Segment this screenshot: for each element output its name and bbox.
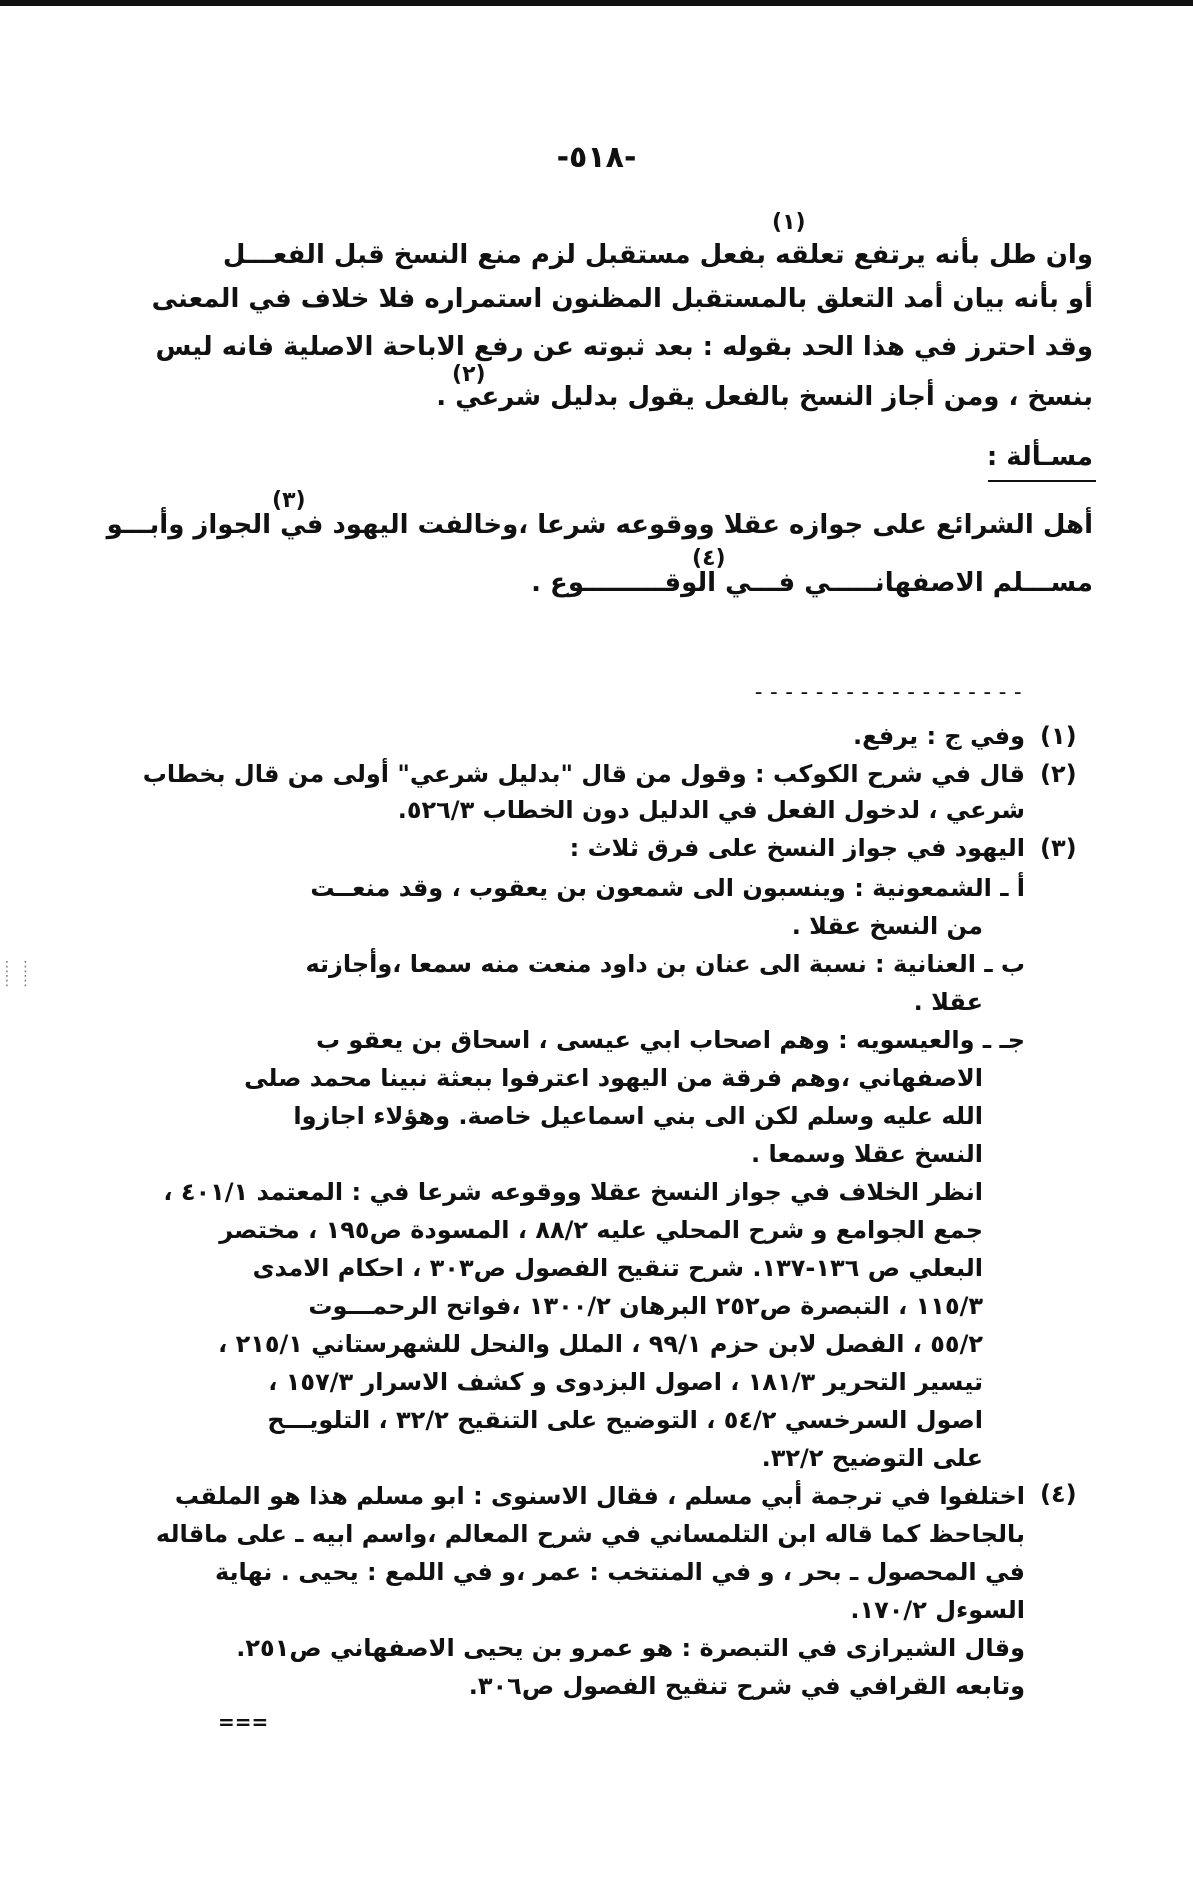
end-mark: ===	[218, 1710, 269, 1734]
footnote-3-line-9: النسخ عقلا وسمعا .	[751, 1140, 983, 1168]
footnote-3-line-5: عقلا .	[913, 988, 983, 1016]
footnote-2-line-1: قال في شرح الكوكب : وقول من قال "بدليل شرعي" أولى من قال بخطاب	[142, 760, 1025, 788]
footnote-3-line-1: اليهود في جواز النسخ على فرق ثلاث :	[569, 834, 1025, 862]
margin-specks: ⋮ ⋮ ⋮ ⋮	[0, 959, 33, 989]
footnote-4-line-2: بالجاحظ كما قاله ابن التلمساني في شرح المعالم ،واسم ابيه ـ على ماقاله	[155, 1520, 1025, 1548]
superscript-4: (٤)	[692, 546, 726, 571]
footnote-3-line-2: أ ـ الشمعونية : وينسبون الى شمعون بن يعقوب ، وقد منعــت	[310, 874, 1025, 902]
footnote-3-line-8: الله عليه وسلم لكن الى بني اسماعيل خاصة. وهؤلاء اجازوا	[293, 1102, 983, 1130]
footnote-3-line-10: انظر الخلاف في جواز النسخ عقلا ووقوعه شرعا في : المعتمد ٤٠١/١ ،	[163, 1178, 983, 1206]
main-line-4: بنسخ ، ومن أجاز النسخ بالفعل يقول بدليل شرعي .	[436, 382, 1093, 412]
issue-line-2: مســـلم الاصفهانـــــي فـــي الوقـــــــــوع .	[531, 568, 1093, 598]
footnote-3-line-14: ٥٥/٢ ، الفصل لابن حزم ٩٩/١ ، الملل والنحل للشهرستاني ٢١٥/١ ،	[218, 1330, 983, 1358]
main-line-1: وان طل بأنه يرتفع تعلقه بفعل مستقبل لزم منع النسخ قبل الفعـــل	[222, 240, 1093, 270]
page-number: -٥١٨-	[556, 140, 637, 175]
footnote-3-line-11: جمع الجوامع و شرح المحلي عليه ٨٨/٢ ، المسودة ص١٩٥ ، مختصر	[219, 1216, 983, 1244]
heading-underline	[988, 480, 1096, 482]
footnote-marker-1: (١)	[1040, 722, 1077, 750]
footnote-marker-2: (٢)	[1040, 760, 1077, 788]
footnote-3-line-3: من النسخ عقلا .	[791, 912, 983, 940]
superscript-1: (١)	[772, 210, 806, 235]
footnote-3-line-7: الاصفهاني ،وهم فرقة من اليهود اعترفوا ببعثة نبينا محمد صلى	[244, 1064, 983, 1092]
footnote-3-line-16: اصول السرخسي ٥٤/٢ ، التوضيح على التنقيح ٣٢/٢ ، التلويـــح	[267, 1406, 983, 1434]
footnote-4-line-4: السوءل ١٧٠/٢.	[850, 1596, 1025, 1624]
superscript-2: (٢)	[452, 362, 486, 387]
footnote-4-line-5: وقال الشيرازى في التبصرة : هو عمرو بن يحيى الاصفهاني ص٢٥١.	[236, 1634, 1025, 1662]
footnote-3-line-13: ١١٥/٣ ، التبصرة ص٢٥٢ البرهان ١٣٠٠/٢ ،فواتح الرحمـــوت	[308, 1292, 983, 1320]
footnote-3-line-17: على التوضيح ٣٢/٢.	[761, 1444, 983, 1472]
footnote-separator: ------------------	[752, 680, 1027, 705]
footnote-1-line-1: وفي ج : يرفع.	[852, 722, 1025, 750]
top-border	[0, 0, 1193, 6]
main-line-3: وقد احترز في هذا الحد بقوله : بعد ثبوته عن رفع الاباحة الاصلية فانه ليس	[155, 332, 1093, 362]
footnote-marker-3: (٣)	[1040, 834, 1077, 862]
footnote-4-line-6: وتابعه القرافي في شرح تنقيح الفصول ص٣٠٦.	[468, 1672, 1025, 1700]
footnote-3-line-12: البعلي ص ١٣٦-١٣٧. شرح تنقيح الفصول ص٣٠٣ ، احكام الامدى	[252, 1254, 983, 1282]
section-heading: مسـألة :	[986, 442, 1093, 472]
main-line-2: أو بأنه بيان أمد التعلق بالمستقبل المظنون استمراره فلا خلاف في المعنى	[151, 284, 1093, 314]
issue-line-1: أهل الشرائع على جوازه عقلا ووقوعه شرعا ،وخالفت اليهود في الجواز وأبـــو	[106, 510, 1093, 540]
footnote-3-line-4: ب ـ العنانية : نسبة الى عنان بن داود منعت منه سمعا ،وأجازته	[305, 950, 1025, 978]
footnote-marker-4: (٤)	[1040, 1480, 1077, 1508]
footnote-3-line-15: تيسير التحرير ١٨١/٣ ، اصول البزدوى و كشف الاسرار ١٥٧/٣ ،	[268, 1368, 983, 1396]
footnote-4-line-3: في المحصول ـ بحر ، و في المنتخب : عمر ،و في اللمع : يحيى . نهاية	[214, 1558, 1025, 1586]
superscript-3: (٣)	[272, 488, 306, 513]
footnote-2-line-2: شرعي ، لدخول الفعل في الدليل دون الخطاب ٥٢٦/٣.	[397, 796, 1025, 824]
footnote-4-line-1: اختلفوا في ترجمة أبي مسلم ، فقال الاسنوى : ابو مسلم هذا هو الملقب	[174, 1482, 1025, 1510]
footnote-3-line-6: جـ ـ والعيسويه : وهم اصحاب ابي عيسى ، اسحاق بن يعقو ب	[315, 1026, 1025, 1054]
